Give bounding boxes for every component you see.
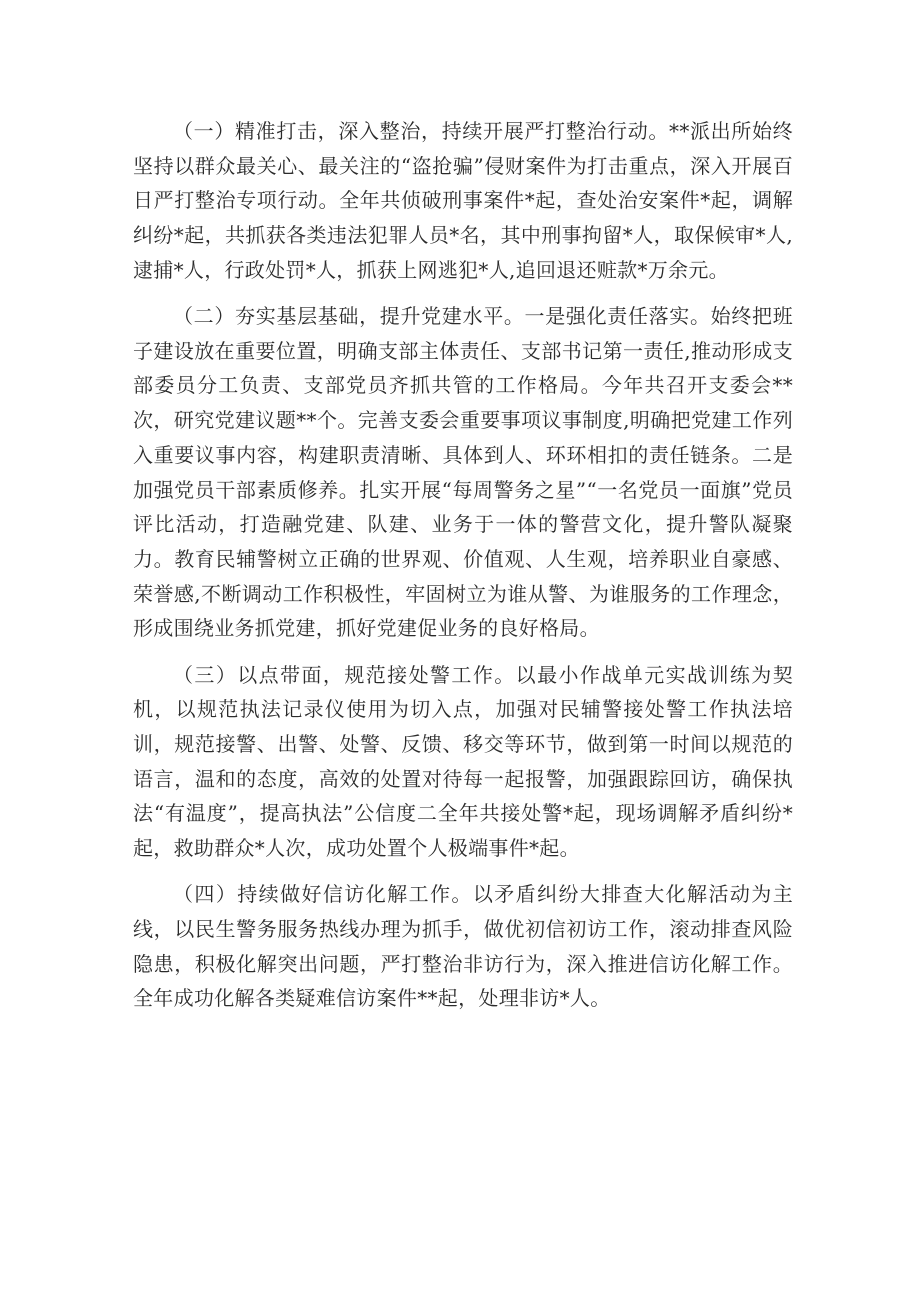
paragraph-police-response: （三）以点带面，规范接处警工作。以最小作战单元实战训练为契机，以规范执法记录仪使用为切入点，加强对民辅警接处警工作执法培训，规范接警、出警、处警、反馈、移交等环节，做到第一时间以规范的语言，温和的态度，高效的处置对待每一起报警，加强跟踪回访，确保执法“有温度”，提高执法”公信度二全年共接处警*起，现场调解矛盾纠纷*起，救助群众*人次，成功处置个人极端事件*起。	[133, 662, 793, 861]
paragraph-party-building: （二）夯实基层基础，提升党建水平。一是强化责任落实。始终把班子建设放在重要位置，明确支部主体责任、支部书记第一责任,推动形成支部委员分工负责、支部党员齐抓共管的工作格局。今年共召开支委会**次，研究党建议题**个。完善支委会重要事项议事制度,明确把党建工作列入重要议事内容，构建职责清晰、具体到人、环环相扣的责任链条。二是加强党员干部素质修养。扎实开展“每周警务之星”“一名党员一面旗”党员评比活动，打造融党建、队建、业务于一体的警营文化，提升警队凝聚力。教育民辅警树立正确的世界观、价值观、人生观，培养职业自豪感、荣誉感,不断调动工作积极性，牢固树立为谁从警、为谁服务的工作理念，形成围绕业务抓党建，抓好党建促业务的良好格局。	[133, 304, 793, 641]
document-body	[133, 114, 793, 1028]
paragraph-petition-resolution: （四）持续做好信访化解工作。以矛盾纠纷大排查大化解活动为主线，以民生警务服务热线办理为抓手，做优初信初访工作，滚动排查风险隐患，积极化解突出问题，严打整治非访行为，深入推进信访化解工作。全年成功化解各类疑难信访案件**起，处理非访*人。	[133, 882, 793, 1011]
paragraph-crackdown: （一）精准打击，深入整治，持续开展严打整治行动。**派出所始终坚持以群众最关心、最关注的“盗抢骗”侵财案件为打击重点，深入开展百日严打整治专项行动。全年共侦破刑事案件*起，查处治安案件*起，调解纠纷*起，共抓获各类违法犯罪人员*名，其中刑事拘留*人，取保候审*人,逮捕*人，行政处罚*人，抓获上网逃犯*人,追回退还赃款*万余元。	[133, 119, 793, 282]
